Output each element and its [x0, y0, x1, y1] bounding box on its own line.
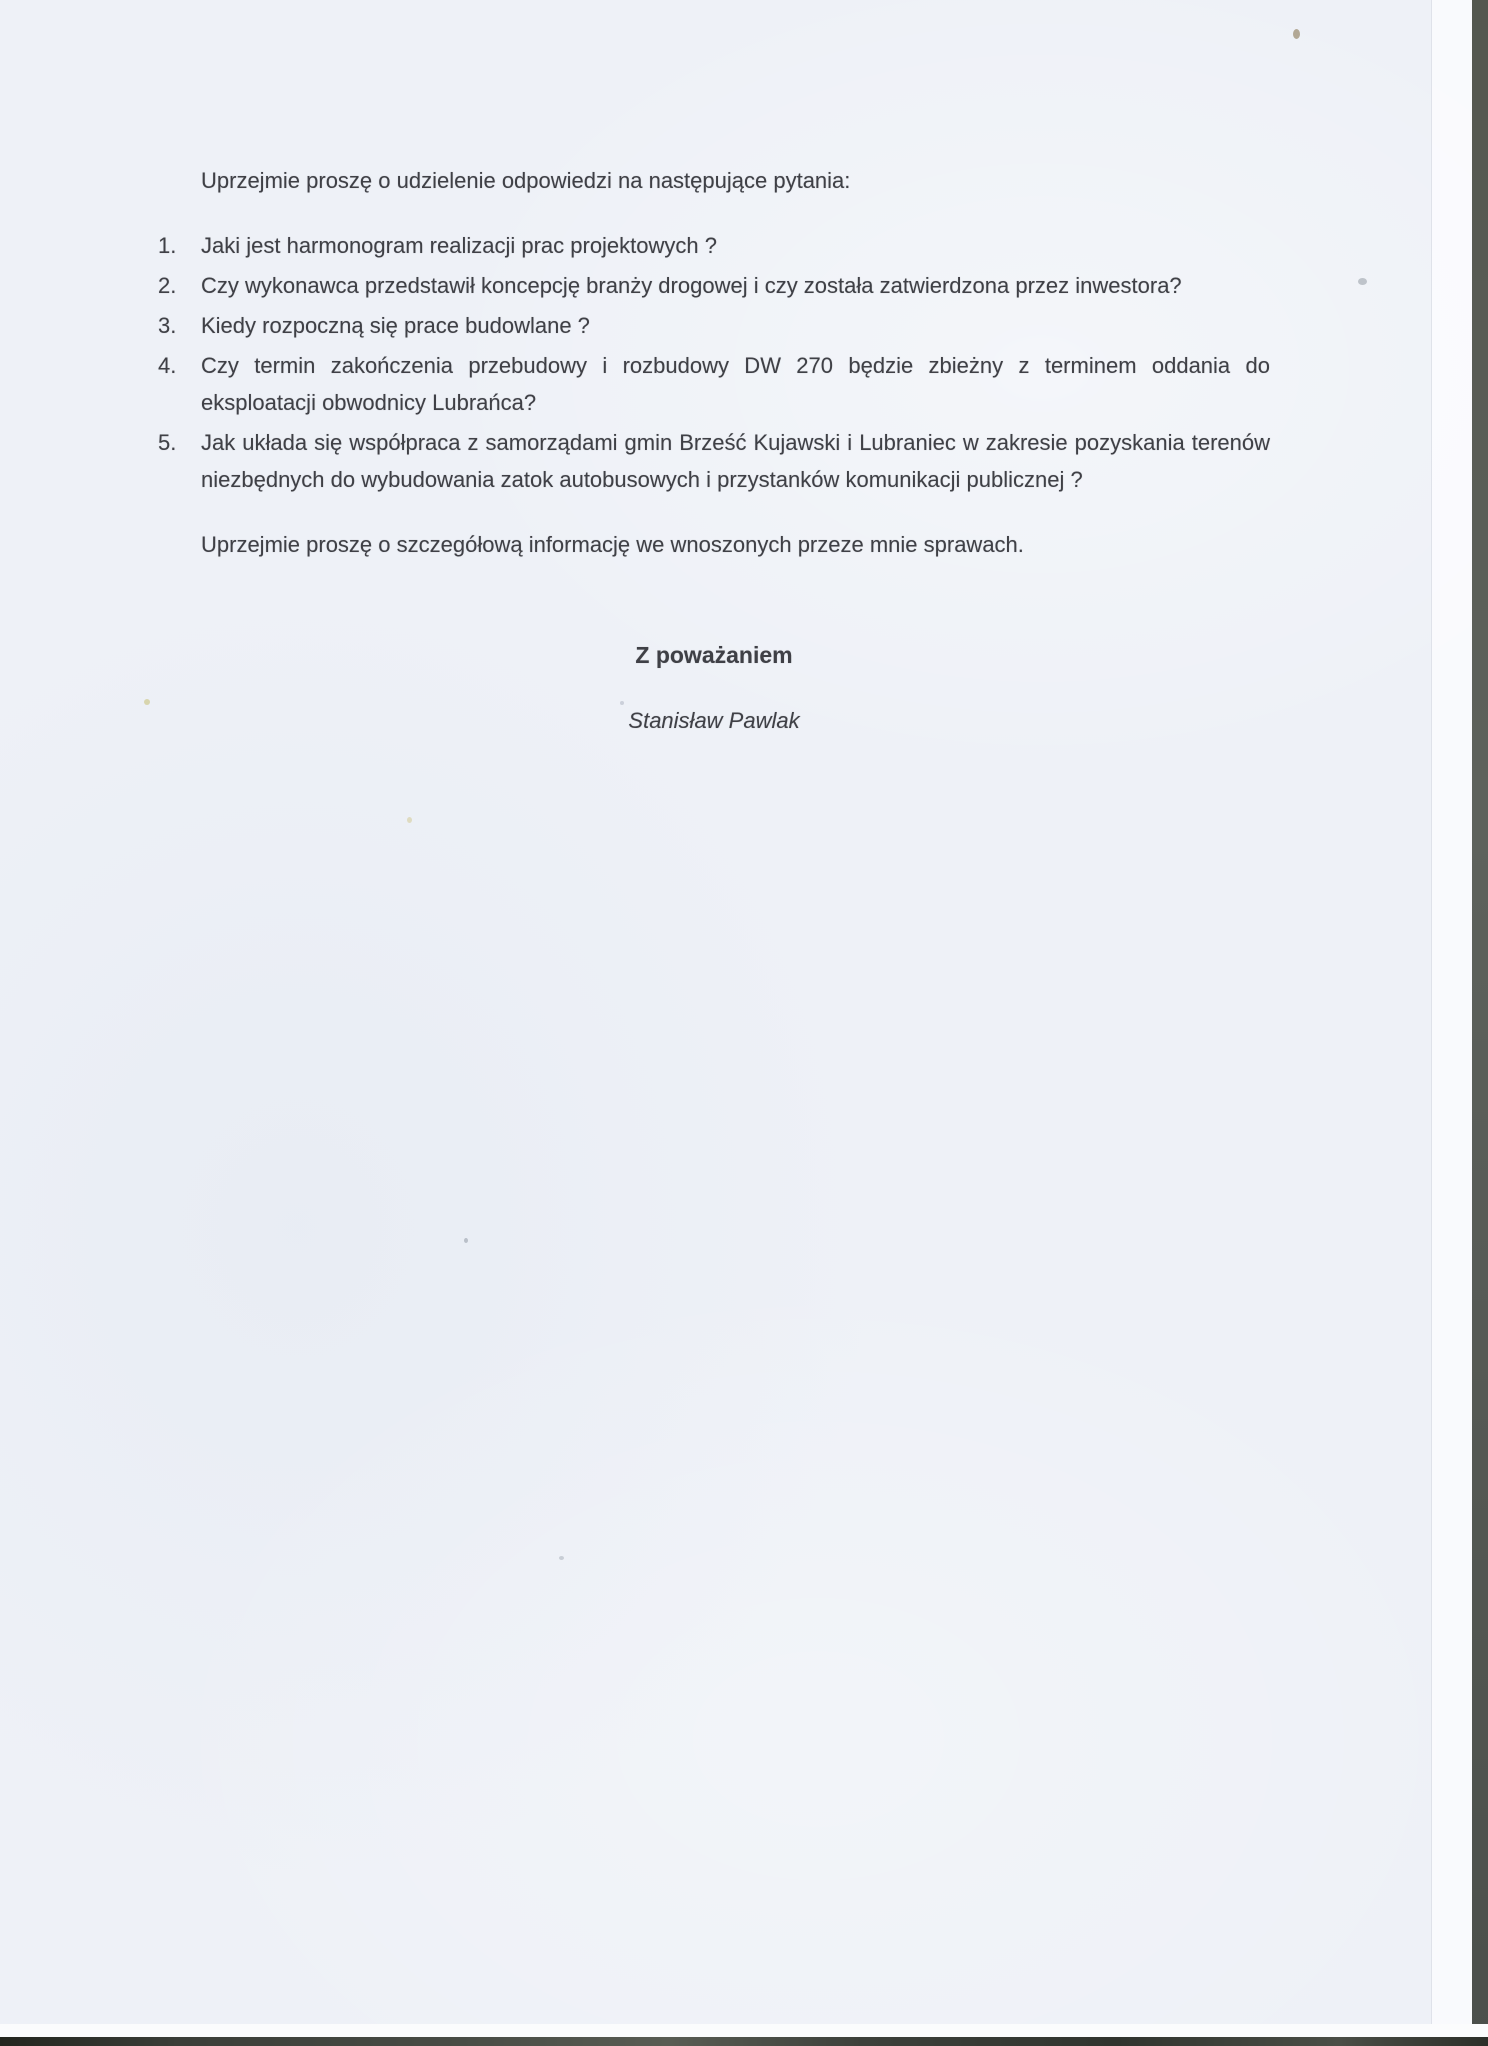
paper-edge-strip: [1431, 0, 1473, 2046]
scan-speck: [620, 701, 624, 705]
scan-speck: [407, 817, 412, 823]
signoff-line: Z poważaniem: [635, 642, 793, 668]
question-text: Kiedy rozpoczną się prace budowlane ?: [201, 313, 590, 338]
question-number: 4.: [158, 353, 177, 378]
scan-speck: [1293, 29, 1300, 39]
scanner-edge-right: [1472, 0, 1488, 2046]
question-number: 2.: [158, 273, 177, 298]
question-item: [158, 307, 1270, 344]
scan-speck: [559, 1556, 564, 1560]
scan-speck: [464, 1238, 468, 1243]
question-item: [158, 227, 1270, 264]
closing-paragraph: Uprzejmie proszę o szczegółową informację we wnoszonych przeze mnie sprawach.: [201, 532, 1024, 557]
question-text: Jaki jest harmonogram realizacji prac projektowych ?: [201, 233, 717, 258]
scanner-edge-bottom: [0, 2037, 1488, 2046]
question-number: 1.: [158, 233, 177, 258]
signature-name: Stanisław Pawlak: [628, 708, 800, 733]
scan-speck: [144, 699, 150, 705]
question-item: [158, 424, 1270, 498]
question-number: 5.: [158, 430, 177, 455]
letter-body: [158, 162, 1270, 739]
question-item: [158, 347, 1270, 421]
question-number: 3.: [158, 313, 177, 338]
scan-speck: [1358, 278, 1367, 285]
questions-list: [158, 227, 1270, 498]
question-item: [158, 267, 1270, 304]
intro-paragraph: Uprzejmie proszę o udzielenie odpowiedzi na następujące pytania:: [201, 168, 851, 193]
paper-edge-bottom: [0, 2024, 1488, 2037]
question-text: Jak układa się współpraca z samorządami gmin Brześć Kujawski i Lubraniec w zakresie pozyskania terenów niezbędnych do wybudowania zatok autobusowych i przystanków komunikacji publicznej ?: [201, 430, 1270, 492]
question-text: Czy wykonawca przedstawił koncepcję branży drogowej i czy została zatwierdzona przez inwestora?: [201, 273, 1182, 298]
question-text: Czy termin zakończenia przebudowy i rozbudowy DW 270 będzie zbieżny z terminem oddania do eksploatacji obwodnicy Lubrańca?: [201, 353, 1270, 415]
